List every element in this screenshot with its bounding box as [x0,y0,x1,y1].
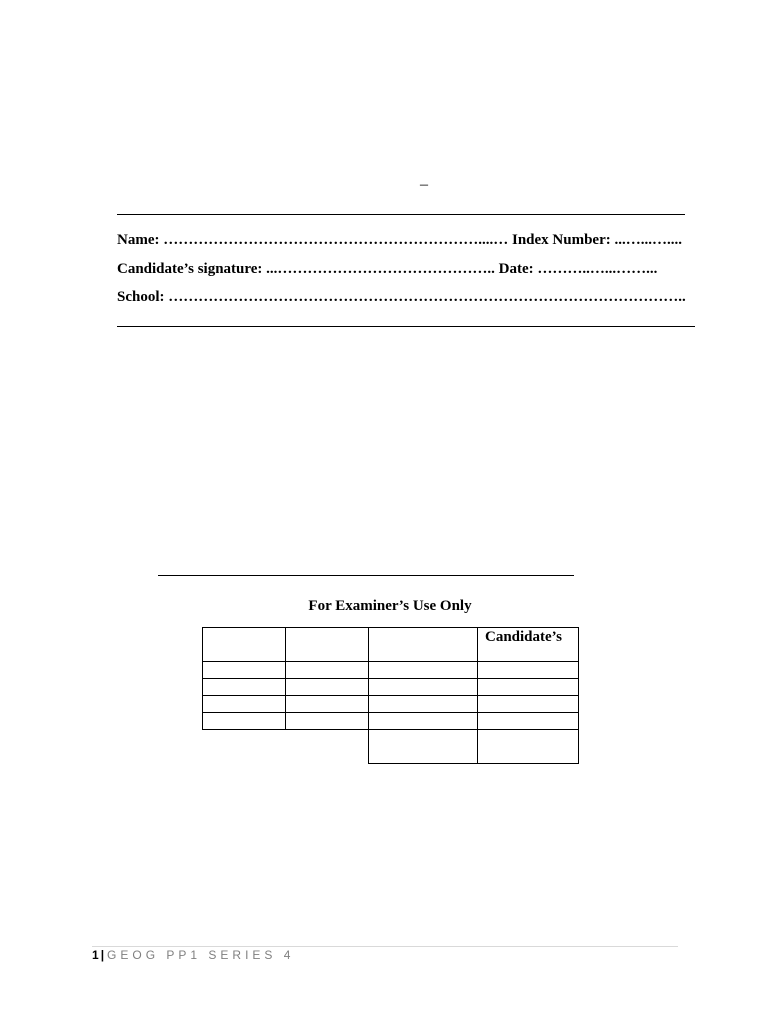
total-score-cell [478,730,579,764]
table-total-row [203,730,579,764]
page-footer [92,948,294,962]
table-cell [369,696,478,713]
title-dash: – [420,176,428,193]
table-cell [286,679,369,696]
table-cell [369,713,478,730]
header-cell [203,628,286,662]
table-row [203,679,579,696]
signature-date-line: Candidate’s signature: ...…………………………………….. Date: ………..…...……... [117,261,658,277]
table-cell [286,713,369,730]
table-cell [203,662,286,679]
school-line: School: ………………………………………………………………………………………….. [117,289,686,305]
table-row [203,696,579,713]
instructions-divider [158,575,574,576]
footer-divider [92,946,678,947]
table-row [203,713,579,730]
table-cell [286,696,369,713]
table-cell [478,696,579,713]
table-cell [203,679,286,696]
table-cell [478,679,579,696]
page-number: 1 [92,948,99,962]
details-divider [117,326,695,327]
table-header-row [203,628,579,662]
candidate-score-header: Candidate’s [478,628,579,662]
examiner-table-title: For Examiner’s Use Only [308,598,472,614]
table-cell [478,713,579,730]
name-index-line: Name: ………………………………………………………....… Index Number: ...…...….... [117,232,682,248]
running-footer-text: GEOG PP1 SERIES 4 [107,948,295,962]
examiner-score-table [202,627,579,764]
total-label-cell [369,730,478,764]
table-cell [478,662,579,679]
table-row [203,662,579,679]
header-cell [369,628,478,662]
table-cell [203,696,286,713]
table-cell [369,662,478,679]
header-cell [286,628,369,662]
blank-cell [203,730,286,764]
table-cell [203,713,286,730]
top-divider [117,214,685,215]
table-cell [369,679,478,696]
blank-cell [286,730,369,764]
table-cell [286,662,369,679]
footer-separator: | [100,948,105,962]
